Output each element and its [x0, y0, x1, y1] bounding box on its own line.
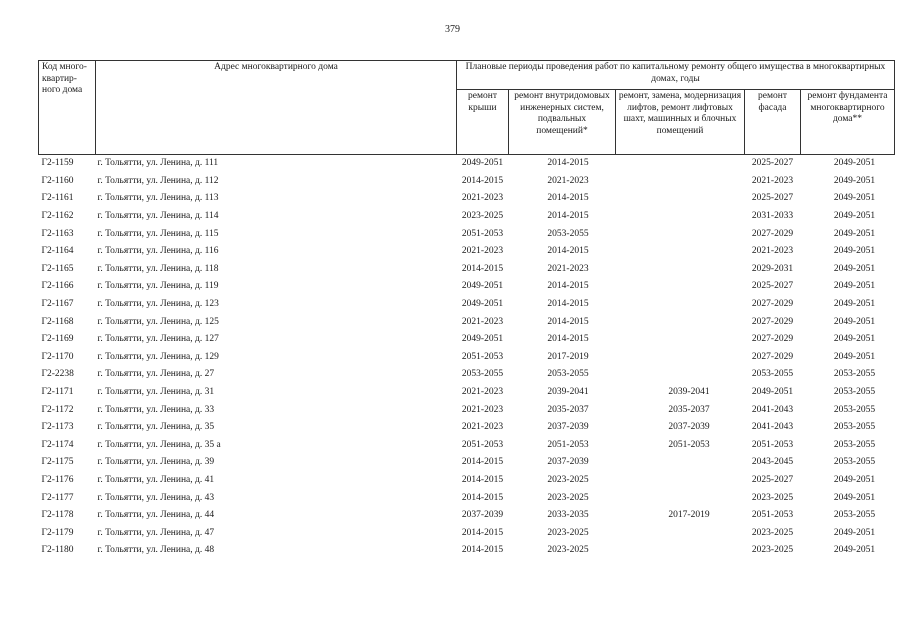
- cell-engineering: 2017-2019: [547, 351, 589, 362]
- cell-code: Г2-1169: [41, 334, 74, 345]
- cell-lifts: [616, 296, 745, 314]
- cell-engineering: 2051-2053: [547, 439, 589, 450]
- cell-address: г. Тольятти, ул. Ленина, д. 33: [97, 404, 215, 415]
- table-row: [39, 155, 895, 173]
- cell-engineering: 2053-2055: [547, 228, 589, 239]
- cell-code: Г2-1170: [41, 351, 74, 362]
- cell-engineering: 2014-2015: [547, 193, 589, 204]
- cell-foundation: 2049-2051: [833, 492, 876, 503]
- cell-lifts: [616, 155, 745, 173]
- cell-roof: 2049-2051: [461, 334, 504, 345]
- cell-code: Г2-1163: [41, 228, 74, 239]
- cell-foundation: 2049-2051: [833, 246, 876, 257]
- cell-address: г. Тольятти, ул. Ленина, д. 119: [97, 281, 219, 292]
- cell-facade: 2023-2025: [751, 527, 794, 538]
- cell-roof: 2014-2015: [461, 527, 504, 538]
- cell-lifts: [616, 261, 745, 279]
- cell-foundation: 2049-2051: [833, 228, 876, 239]
- cell-roof: 2021-2023: [461, 422, 504, 433]
- cell-foundation: 2049-2051: [833, 281, 876, 292]
- table-row: [39, 542, 895, 560]
- header-engineering: ремонт внутридомовых инженерных систем, подвальных помещений*: [509, 90, 616, 155]
- cell-address: г. Тольятти, ул. Ленина, д. 125: [97, 316, 219, 327]
- table-body: [39, 155, 895, 560]
- table-header: [39, 61, 895, 155]
- cell-lifts: [616, 313, 745, 331]
- cell-facade: 2021-2023: [751, 175, 794, 186]
- cell-foundation: 2049-2051: [833, 334, 876, 345]
- cell-lifts: [616, 366, 745, 384]
- cell-facade: 2027-2029: [751, 316, 794, 327]
- cell-address: г. Тольятти, ул. Ленина, д. 35: [97, 422, 215, 433]
- cell-engineering: 2023-2025: [547, 527, 589, 538]
- cell-lifts: [616, 278, 745, 296]
- table-row: [39, 349, 895, 367]
- cell-engineering: 2023-2025: [547, 492, 589, 503]
- cell-lifts: [616, 542, 745, 560]
- cell-engineering: 2021-2023: [547, 263, 589, 274]
- cell-foundation: 2049-2051: [833, 263, 876, 274]
- cell-roof: 2021-2023: [461, 387, 504, 398]
- table-row: [39, 366, 895, 384]
- cell-lifts: [616, 524, 745, 542]
- cell-address: г. Тольятти, ул. Ленина, д. 114: [97, 211, 219, 222]
- table-row: [39, 173, 895, 191]
- cell-facade: 2023-2025: [751, 545, 794, 556]
- cell-address: г. Тольятти, ул. Ленина, д. 118: [97, 263, 219, 274]
- cell-lifts: [616, 454, 745, 472]
- cell-code: Г2-1159: [41, 158, 74, 169]
- cell-address: г. Тольятти, ул. Ленина, д. 123: [97, 299, 219, 310]
- cell-lifts: [616, 225, 745, 243]
- cell-engineering: 2014-2015: [547, 334, 589, 345]
- cell-engineering: 2023-2025: [547, 545, 589, 556]
- cell-lifts: [616, 208, 745, 226]
- cell-facade: 2027-2029: [751, 228, 794, 239]
- cell-foundation: 2049-2051: [833, 474, 876, 485]
- repair-schedule-table: [38, 60, 895, 560]
- cell-address: г. Тольятти, ул. Ленина, д. 27: [97, 369, 215, 380]
- cell-facade: 2049-2051: [751, 387, 794, 398]
- cell-facade: 2041-2043: [751, 404, 794, 415]
- cell-foundation: 2049-2051: [833, 316, 876, 327]
- cell-code: Г2-1177: [41, 492, 74, 503]
- cell-address: г. Тольятти, ул. Ленина, д. 116: [97, 246, 219, 257]
- cell-roof: 2037-2039: [461, 510, 504, 521]
- table-row: [39, 401, 895, 419]
- cell-address: г. Тольятти, ул. Ленина, д. 113: [97, 193, 219, 204]
- cell-foundation: 2049-2051: [833, 527, 876, 538]
- table-row: [39, 190, 895, 208]
- cell-engineering: 2037-2039: [547, 457, 589, 468]
- cell-code: Г2-1173: [41, 422, 74, 433]
- cell-lifts: 2051-2053: [668, 439, 710, 450]
- cell-facade: 2025-2027: [751, 474, 794, 485]
- table-row: [39, 384, 895, 402]
- cell-foundation: 2049-2051: [833, 351, 876, 362]
- cell-lifts: [616, 349, 745, 367]
- table-row: [39, 454, 895, 472]
- cell-engineering: 2014-2015: [547, 316, 589, 327]
- cell-roof: 2021-2023: [461, 246, 504, 257]
- cell-roof: 2014-2015: [461, 492, 504, 503]
- table-row: [39, 437, 895, 455]
- cell-address: г. Тольятти, ул. Ленина, д. 43: [97, 492, 215, 503]
- cell-engineering: 2035-2037: [547, 404, 589, 415]
- cell-roof: 2014-2015: [461, 457, 504, 468]
- cell-code: Г2-1161: [41, 193, 74, 204]
- cell-foundation: 2053-2055: [833, 387, 876, 398]
- cell-foundation: 2049-2051: [833, 211, 876, 222]
- page-number: 379: [445, 24, 460, 35]
- cell-address: г. Тольятти, ул. Ленина, д. 44: [97, 510, 215, 521]
- cell-address: г. Тольятти, ул. Ленина, д. 39: [97, 457, 215, 468]
- table-row: [39, 278, 895, 296]
- table-row: [39, 524, 895, 542]
- cell-facade: 2029-2031: [751, 263, 794, 274]
- cell-engineering: 2014-2015: [547, 281, 589, 292]
- cell-foundation: 2049-2051: [833, 175, 876, 186]
- cell-facade: 2025-2027: [751, 193, 794, 204]
- cell-address: г. Тольятти, ул. Ленина, д. 48: [97, 545, 215, 556]
- table-row: [39, 331, 895, 349]
- cell-address: г. Тольятти, ул. Ленина, д. 129: [97, 351, 219, 362]
- cell-facade: 2027-2029: [751, 299, 794, 310]
- cell-roof: 2014-2015: [461, 474, 504, 485]
- cell-roof: 2051-2053: [461, 439, 504, 450]
- header-facade: ремонт фасада: [745, 90, 801, 155]
- cell-engineering: 2033-2035: [547, 510, 589, 521]
- cell-code: Г2-1168: [41, 316, 74, 327]
- table-row: [39, 208, 895, 226]
- cell-roof: 2014-2015: [461, 175, 504, 186]
- cell-facade: 2027-2029: [751, 351, 794, 362]
- cell-code: Г2-1165: [41, 263, 74, 274]
- cell-roof: 2021-2023: [461, 404, 504, 415]
- cell-facade: 2031-2033: [751, 211, 794, 222]
- header-periods: Плановые периоды проведения работ по капитальному ремонту общего имущества в многоквартирных домах, годы: [457, 61, 895, 90]
- cell-code: Г2-1167: [41, 299, 74, 310]
- cell-code: Г2-1175: [41, 457, 74, 468]
- header-lifts: ремонт, замена, модернизация лифтов, ремонт лифтовых шахт, машинных и блочных помещений: [616, 90, 745, 155]
- cell-foundation: 2049-2051: [833, 545, 876, 556]
- cell-engineering: 2014-2015: [547, 158, 589, 169]
- cell-facade: 2051-2053: [751, 510, 794, 521]
- cell-lifts: [616, 331, 745, 349]
- cell-lifts: 2037-2039: [668, 422, 710, 433]
- cell-lifts: [616, 489, 745, 507]
- cell-code: Г2-1172: [41, 404, 74, 415]
- cell-engineering: 2037-2039: [547, 422, 589, 433]
- cell-facade: 2043-2045: [751, 457, 794, 468]
- cell-lifts: [616, 243, 745, 261]
- cell-facade: 2051-2053: [751, 439, 794, 450]
- cell-code: Г2-1178: [41, 510, 74, 521]
- cell-address: г. Тольятти, ул. Ленина, д. 127: [97, 334, 219, 345]
- cell-code: Г2-1179: [41, 527, 74, 538]
- cell-roof: 2021-2023: [461, 316, 504, 327]
- cell-lifts: [616, 190, 745, 208]
- cell-roof: 2023-2025: [461, 211, 504, 222]
- cell-lifts: 2017-2019: [668, 510, 710, 521]
- table-row: [39, 419, 895, 437]
- cell-facade: 2021-2023: [751, 246, 794, 257]
- cell-roof: 2049-2051: [461, 299, 504, 310]
- cell-engineering: 2053-2055: [547, 369, 589, 380]
- cell-foundation: 2053-2055: [833, 369, 876, 380]
- header-code: Код много-квартир-ного дома: [39, 61, 96, 155]
- cell-engineering: 2023-2025: [547, 474, 589, 485]
- cell-code: Г2-1164: [41, 246, 74, 257]
- header-address: Адрес многоквартирного дома: [96, 61, 457, 155]
- cell-lifts: [616, 173, 745, 191]
- cell-lifts: 2039-2041: [668, 387, 710, 398]
- cell-address: г. Тольятти, ул. Ленина, д. 35 а: [97, 439, 221, 450]
- cell-engineering: 2014-2015: [547, 211, 589, 222]
- cell-roof: 2014-2015: [461, 545, 504, 556]
- cell-engineering: 2039-2041: [547, 387, 589, 398]
- cell-roof: 2049-2051: [461, 158, 504, 169]
- cell-address: г. Тольятти, ул. Ленина, д. 31: [97, 387, 215, 398]
- cell-facade: 2025-2027: [751, 158, 794, 169]
- cell-code: Г2-1162: [41, 211, 74, 222]
- cell-foundation: 2049-2051: [833, 158, 876, 169]
- table-row: [39, 489, 895, 507]
- cell-engineering: 2014-2015: [547, 246, 589, 257]
- cell-code: Г2-1171: [41, 387, 74, 398]
- cell-code: Г2-1174: [41, 439, 74, 450]
- cell-foundation: 2053-2055: [833, 457, 876, 468]
- cell-foundation: 2053-2055: [833, 404, 876, 415]
- cell-foundation: 2049-2051: [833, 193, 876, 204]
- cell-facade: 2041-2043: [751, 422, 794, 433]
- cell-engineering: 2014-2015: [547, 299, 589, 310]
- cell-facade: 2027-2029: [751, 334, 794, 345]
- cell-address: г. Тольятти, ул. Ленина, д. 41: [97, 474, 215, 485]
- cell-address: г. Тольятти, ул. Ленина, д. 115: [97, 228, 219, 239]
- cell-roof: 2053-2055: [461, 369, 504, 380]
- cell-address: г. Тольятти, ул. Ленина, д. 47: [97, 527, 215, 538]
- table-row: [39, 225, 895, 243]
- table-row: [39, 313, 895, 331]
- cell-facade: 2023-2025: [751, 492, 794, 503]
- cell-foundation: 2053-2055: [833, 439, 876, 450]
- cell-engineering: 2021-2023: [547, 175, 589, 186]
- cell-foundation: 2049-2051: [833, 299, 876, 310]
- table-row: [39, 472, 895, 490]
- cell-facade: 2025-2027: [751, 281, 794, 292]
- cell-roof: 2049-2051: [461, 281, 504, 292]
- header-foundation: ремонт фундамента многоквартирного дома**: [801, 90, 895, 155]
- cell-address: г. Тольятти, ул. Ленина, д. 111: [97, 158, 219, 169]
- cell-foundation: 2053-2055: [833, 422, 876, 433]
- cell-code: Г2-2238: [41, 369, 74, 380]
- table-row: [39, 243, 895, 261]
- table-row: [39, 507, 895, 525]
- cell-lifts: [616, 472, 745, 490]
- table-row: [39, 261, 895, 279]
- cell-lifts: 2035-2037: [668, 404, 710, 415]
- table-row: [39, 296, 895, 314]
- cell-roof: 2051-2053: [461, 228, 504, 239]
- cell-code: Г2-1180: [41, 545, 74, 556]
- cell-roof: 2021-2023: [461, 193, 504, 204]
- cell-code: Г2-1166: [41, 281, 74, 292]
- cell-address: г. Тольятти, ул. Ленина, д. 112: [97, 175, 219, 186]
- cell-code: Г2-1160: [41, 175, 74, 186]
- cell-roof: 2051-2053: [461, 351, 504, 362]
- header-roof: ремонт крыши: [457, 90, 509, 155]
- cell-roof: 2014-2015: [461, 263, 504, 274]
- cell-facade: 2053-2055: [751, 369, 794, 380]
- cell-code: Г2-1176: [41, 474, 74, 485]
- cell-foundation: 2053-2055: [833, 510, 876, 521]
